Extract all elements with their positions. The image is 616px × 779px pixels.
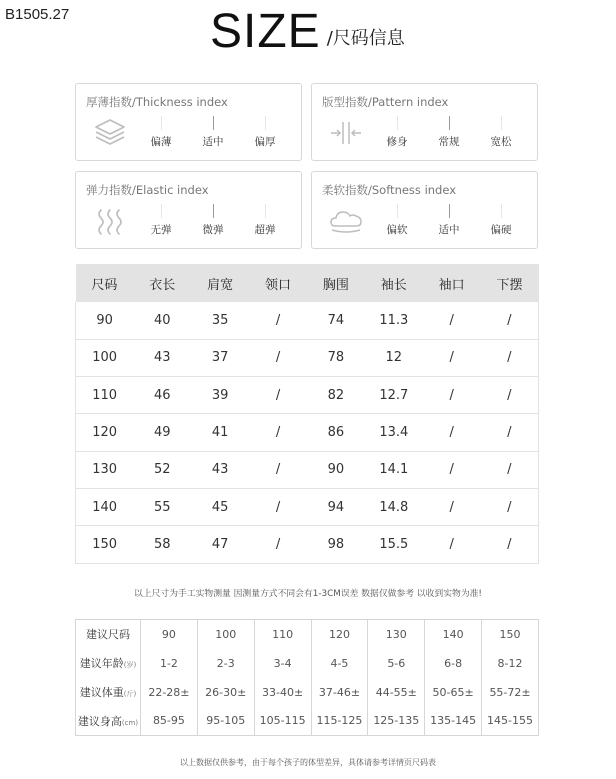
table-cell: 120 [311,620,368,649]
table-cell: 5-6 [368,649,425,678]
table-cell: 14.8 [365,488,423,525]
pattern-scale [372,116,532,156]
table-cell: 100 [197,620,254,649]
option-label: 微弹 [202,224,224,236]
cloud-icon [328,204,364,238]
header-chest: 胸围 [307,264,365,302]
option-label: 偏软 [386,224,408,236]
table-cell: 1-2 [141,649,198,678]
table-row [76,526,539,563]
table-cell: / [249,414,307,451]
row-header: 建议年龄(岁) [76,649,141,678]
table-cell: 13.4 [365,414,423,451]
table-cell: 130 [368,620,425,649]
table-cell: / [423,302,481,339]
elastic-waves-icon [92,204,128,238]
table-row [76,377,539,414]
recommendation-table [75,619,539,736]
table-cell: / [423,377,481,414]
table-cell: 8-12 [482,649,539,678]
pattern-index-card [311,83,538,161]
option-label: 适中 [202,136,224,148]
table-cell: 37-46± [311,678,368,707]
table-cell: 90 [76,302,134,339]
row-header: 建议身高(cm) [76,707,141,736]
table-cell: 41 [191,414,249,451]
table-cell: 50-65± [425,678,482,707]
card-title: 柔软指数/Softness index [322,183,457,197]
footer-note: 以上数据仅供参考，由于每个孩子的体型差异，具体请参考详情页尺码表 [180,758,436,767]
table-cell: 55 [133,488,191,525]
option-label: 偏薄 [150,136,172,148]
selected-marker [213,204,214,218]
option-label: 偏硬 [490,224,512,236]
table-cell: 45 [191,488,249,525]
option-label: 无弹 [150,224,172,236]
table-row [76,451,539,488]
measurement-note: 以上尺寸为手工实物测量 因测量方式不同会有1-3CM误差 数据仅做参考 以收到实物为准! [134,589,482,599]
table-cell: 46 [133,377,191,414]
table-cell: 98 [307,526,365,563]
table-cell: 47 [191,526,249,563]
table-cell: / [249,488,307,525]
card-title: 弹力指数/Elastic index [86,183,209,197]
table-cell: / [481,488,539,525]
option-label: 偏厚 [254,136,276,148]
size-table [75,264,539,564]
table-cell: / [249,377,307,414]
table-cell: 85-95 [141,707,198,736]
table-cell: 110 [76,377,134,414]
table-cell: 12.7 [365,377,423,414]
elastic-index-card [75,171,302,249]
pattern-arrows-icon [328,116,364,150]
selected-marker [213,116,214,130]
table-cell: 2-3 [197,649,254,678]
table-row [76,414,539,451]
header-length: 衣长 [133,264,191,302]
thickness-index-card [75,83,302,161]
table-cell: 78 [307,339,365,376]
header-sleeve-length: 袖长 [365,264,423,302]
header-size: 尺码 [76,264,134,302]
table-cell: 140 [425,620,482,649]
table-row [76,302,539,339]
title-size: SIZE [210,5,321,58]
option-label: 适中 [438,224,460,236]
option-label: 修身 [386,136,408,148]
row-header: 建议尺码 [76,620,141,649]
table-cell: 39 [191,377,249,414]
table-cell: / [423,451,481,488]
table-cell: 14.1 [365,451,423,488]
page-title [210,6,405,56]
table-cell: 95-105 [197,707,254,736]
table-cell: 90 [307,451,365,488]
table-row [76,488,539,525]
table-row [76,649,539,678]
table-cell: / [249,302,307,339]
table-cell: / [249,451,307,488]
table-cell: 105-115 [254,707,311,736]
title-subtitle: /尺码信息 [326,28,405,49]
table-cell: 100 [76,339,134,376]
table-row [76,707,539,736]
table-cell: / [481,339,539,376]
table-cell: / [481,414,539,451]
table-cell: 86 [307,414,365,451]
table-cell: / [423,488,481,525]
thickness-scale [136,116,296,156]
table-cell: 82 [307,377,365,414]
table-cell: 52 [133,451,191,488]
table-cell: / [423,339,481,376]
table-cell: 22-28± [141,678,198,707]
table-row [76,678,539,707]
table-cell: 130 [76,451,134,488]
table-cell: 15.5 [365,526,423,563]
table-cell: 110 [254,620,311,649]
table-cell: 37 [191,339,249,376]
selected-marker [449,116,450,130]
table-cell: 6-8 [425,649,482,678]
selected-marker [449,204,450,218]
table-cell: 140 [76,488,134,525]
table-cell: 125-135 [368,707,425,736]
table-cell: 150 [482,620,539,649]
table-cell: 3-4 [254,649,311,678]
table-cell: 55-72± [482,678,539,707]
table-cell: 120 [76,414,134,451]
table-cell: / [249,526,307,563]
table-cell: 11.3 [365,302,423,339]
header-neckline: 领口 [249,264,307,302]
softness-index-card [311,171,538,249]
card-title: 厚薄指数/Thickness index [86,95,228,109]
table-cell: 135-145 [425,707,482,736]
option-label: 常规 [438,136,460,148]
table-cell: 94 [307,488,365,525]
table-cell: / [423,414,481,451]
table-cell: 40 [133,302,191,339]
table-row [76,620,539,649]
table-cell: / [481,302,539,339]
table-cell: 4-5 [311,649,368,678]
softness-scale [372,204,532,244]
table-cell: 49 [133,414,191,451]
table-cell: 26-30± [197,678,254,707]
row-header: 建议体重(斤) [76,678,141,707]
header-cuff: 袖口 [423,264,481,302]
layers-icon [92,116,128,150]
table-cell: 90 [141,620,198,649]
table-cell: 74 [307,302,365,339]
table-cell: / [423,526,481,563]
table-cell: / [481,451,539,488]
header-shoulder: 肩宽 [191,264,249,302]
elastic-scale [136,204,296,244]
table-cell: 150 [76,526,134,563]
table-cell: 43 [191,451,249,488]
option-label: 超弹 [254,224,276,236]
option-label: 宽松 [490,136,512,148]
table-cell: 43 [133,339,191,376]
header-hem: 下摆 [481,264,539,302]
table-row [76,339,539,376]
table-cell: / [481,526,539,563]
table-cell: 33-40± [254,678,311,707]
table-cell: 145-155 [482,707,539,736]
card-title: 版型指数/Pattern index [322,95,449,109]
table-cell: 12 [365,339,423,376]
table-cell: 35 [191,302,249,339]
table-cell: 58 [133,526,191,563]
table-cell: 44-55± [368,678,425,707]
table-cell: / [481,377,539,414]
size-table-header [76,264,539,302]
table-cell: 115-125 [311,707,368,736]
product-code: B1505.27 [5,6,70,23]
table-cell: / [249,339,307,376]
